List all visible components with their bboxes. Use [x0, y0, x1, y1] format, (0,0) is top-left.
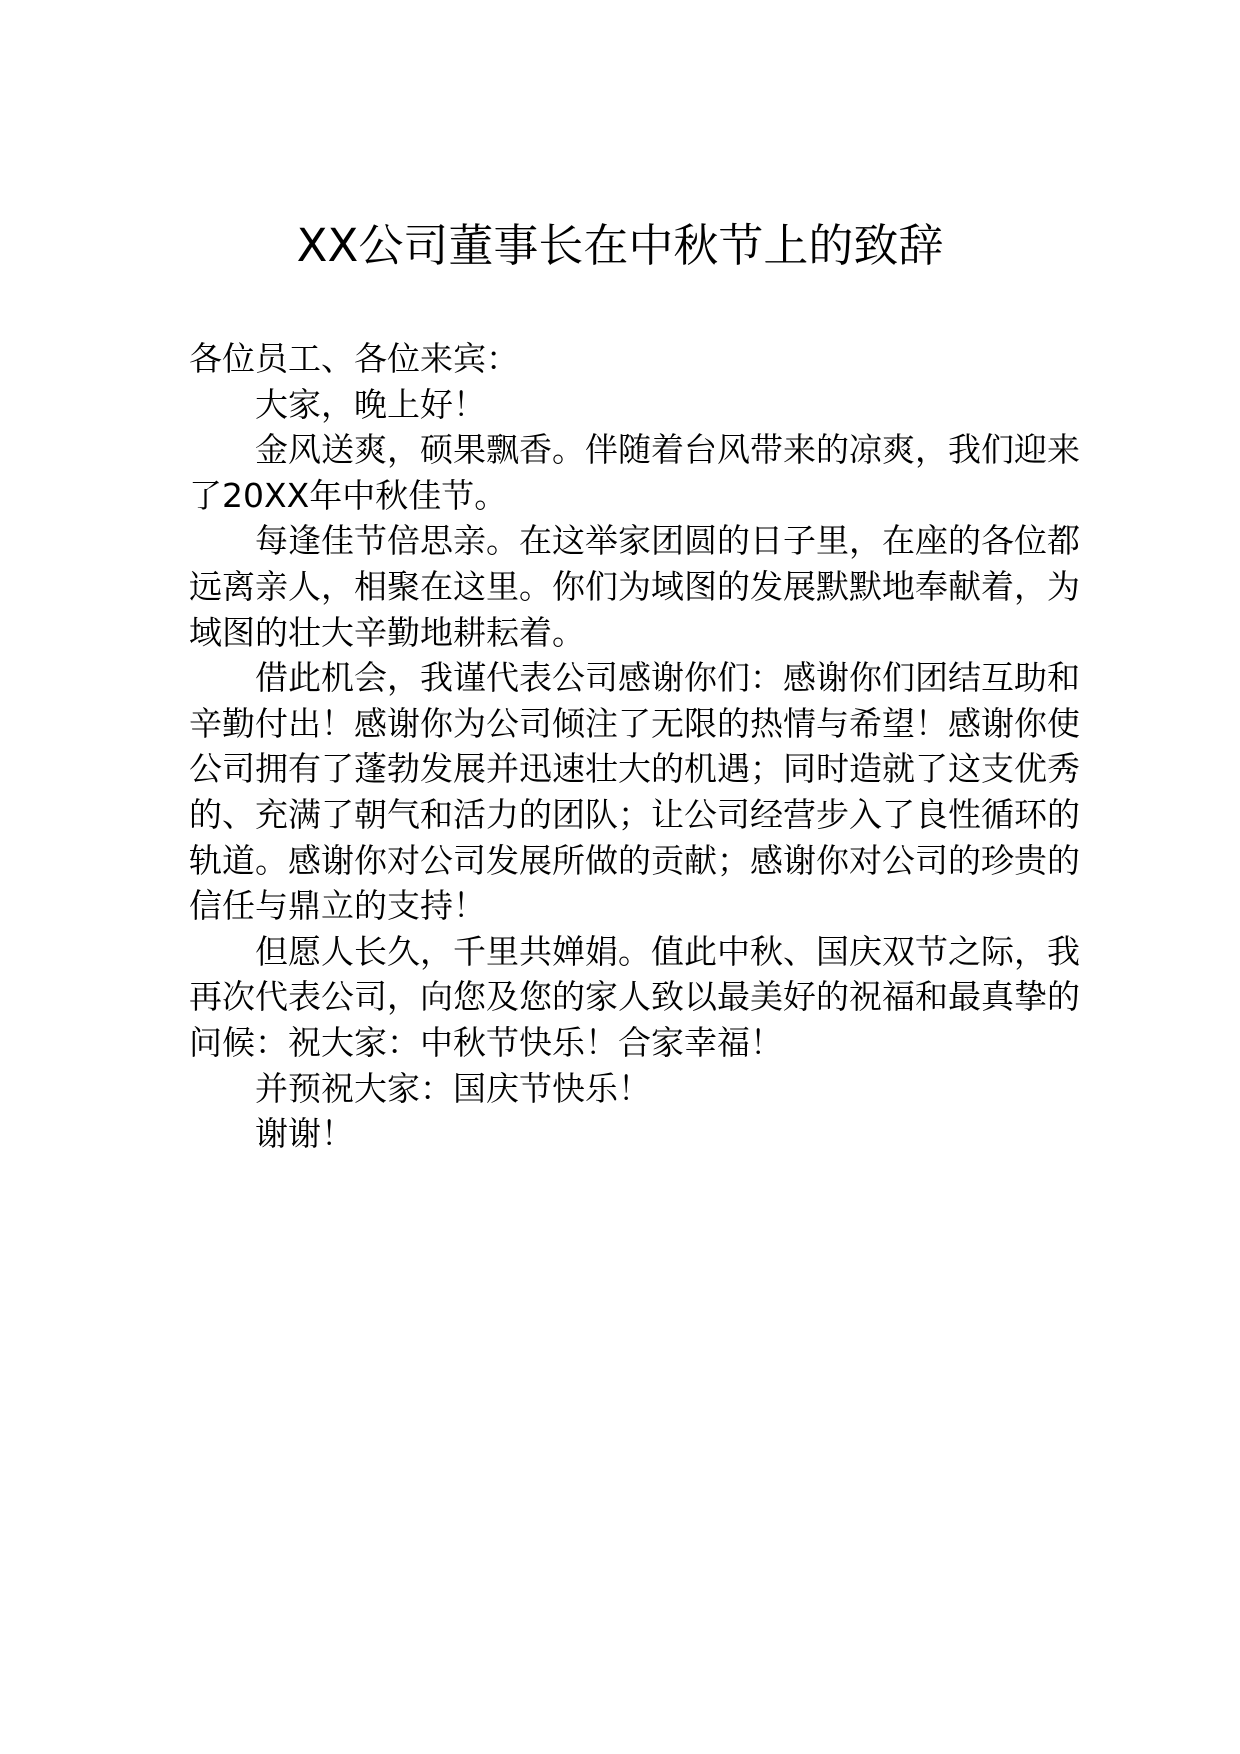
- paragraph-wishes: 但愿人长久，千里共婵娟。值此中秋、国庆双节之际，我再次代表公司，向您及您的家人致以最美好的祝福和最真挚的问候：祝大家：中秋节快乐！合家幸福！: [189, 931, 1080, 1062]
- paragraph-festival: 金风送爽，硕果飘香。伴随着台风带来的凉爽，我们迎来了20XX年中秋佳节。: [189, 430, 1080, 515]
- document-title: XX公司董事长在中秋节上的致辞: [296, 219, 944, 272]
- paragraph-thanks: 借此机会，我谨代表公司感谢你们：感谢你们团结互助和辛勤付出！感谢你为公司倾注了无限的热情与希望！感谢你使公司拥有了蓬勃发展并迅速壮大的机遇；同时造就了这支优秀的、充满了朝气和活力的团队；让公司经营步入了良性循环的轨道。感谢你对公司发展所做的贡献；感谢你对公司的珍贵的信任与鼎立的支持！: [189, 658, 1080, 926]
- paragraph-closing: 谢谢！: [255, 1114, 354, 1154]
- document-body: [189, 336, 1085, 1157]
- salutation: 各位员工、各位来宾：: [189, 339, 519, 378]
- paragraph-national-day: 并预祝大家：国庆节快乐！: [255, 1068, 651, 1108]
- paragraph-greeting: 大家，晚上好！: [255, 384, 486, 424]
- paragraph-reunion: 每逢佳节倍思亲。在这举家团圆的日子里，在座的各位都远离亲人，相聚在这里。你们为域图的发展默默地奉献着，为域图的壮大辛勤地耕耘着。: [189, 521, 1080, 652]
